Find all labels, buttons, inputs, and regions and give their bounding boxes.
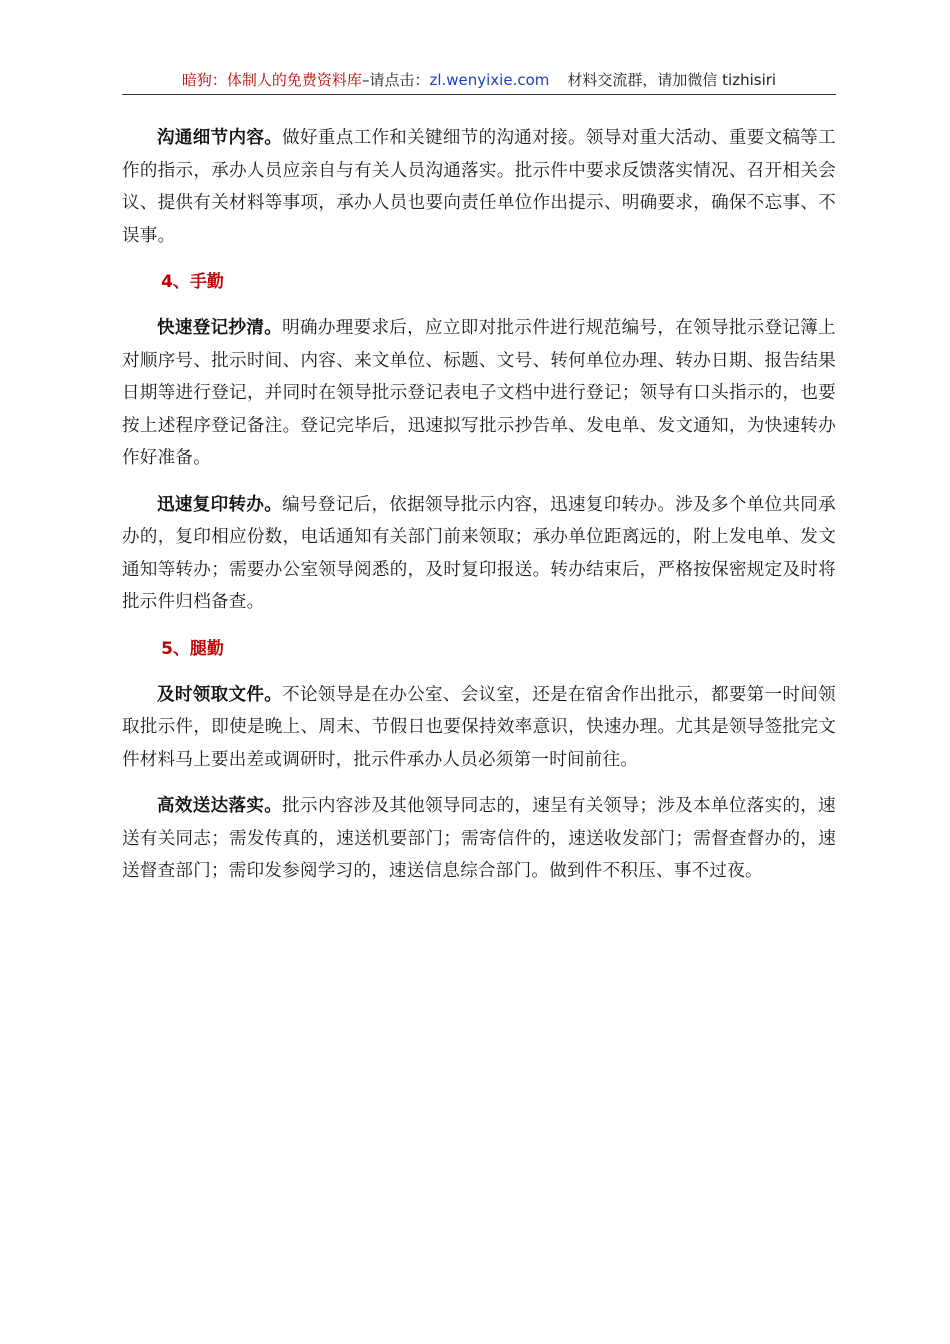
page-header — [122, 68, 836, 95]
paragraph-lead: 高效送达落实。 — [157, 796, 283, 816]
header-url-link[interactable]: zl.wenyixie.com — [429, 71, 550, 89]
section-title-hand-diligence: 4、手勤 — [161, 272, 224, 292]
header-brand: 暗狗：体制人的免费资料库 — [181, 71, 362, 89]
header-wechat-text: 材料交流群，请加微信 tizhisiri — [567, 71, 777, 89]
paragraph-timely-collection — [122, 679, 836, 777]
paragraph-lead: 快速登记抄清。 — [157, 318, 283, 338]
paragraph-lead: 及时领取文件。 — [157, 684, 283, 705]
header-click-label: –请点击： — [361, 71, 430, 89]
paragraph-efficient-delivery — [122, 790, 836, 888]
paragraph-lead: 迅速复印转办。 — [157, 494, 283, 515]
section-title-leg-diligence: 5、腿勤 — [161, 638, 224, 659]
paragraph-text: 批示内容涉及其他领导同志的，速呈有关领导；涉及本单位落实的，速送有关同志；需发传真的，速送机要部门；需寄信件的，速送收发部门；需督查督办的，速送督查部门；需印发参阅学习的，速送信息综合部门。做到件不积压、事不过夜。 — [122, 796, 836, 881]
paragraph-communication-details — [122, 122, 836, 252]
paragraph-text: 做好重点工作和关键细节的沟通对接。领导对重大活动、重要文稿等工作的指示，承办人员应亲自与有关人员沟通落实。批示件中要求反馈落实情况、召开相关会议、提供有关材料等事项，承办人员也要向责任单位作出提示、明确要求，确保不忘事、不误事。 — [122, 128, 836, 246]
paragraph-rapid-copy-forward — [122, 489, 836, 619]
paragraph-text: 编号登记后，依据领导批示内容，迅速复印转办。涉及多个单位共同承办的，复印相应份数，电话通知有关部门前来领取；承办单位距离远的，附上发电单、发文通知等转办；需要办公室领导阅悉的，及时复印报送。转办结束后，严格按保密规定及时将批示件归档备查。 — [122, 494, 836, 612]
paragraph-quick-registration — [122, 312, 836, 475]
paragraph-lead: 沟通细节内容。 — [157, 128, 283, 148]
document-body — [122, 122, 836, 902]
paragraph-text: 不论领导是在办公室、会议室，还是在宿舍作出批示，都要第一时间领取批示件，即使是晚上、周末、节假日也要保持效率意识，快速办理。尤其是领导签批完文件材料马上要出差或调研时，批示件承办人员必须第一时间前往。 — [122, 684, 836, 770]
paragraph-text: 明确办理要求后，应立即对批示件进行规范编号，在领导批示登记簿上对顺序号、批示时间、内容、来文单位、标题、文号、转何单位办理、转办日期、报告结果日期等进行登记，并同时在领导批示登记表电子文档中进行登记；领导有口头指示的，也要按上述程序登记备注。登记完毕后，迅速拟写批示抄告单、发电单、发文通知，为快速转办作好准备。 — [122, 318, 836, 468]
